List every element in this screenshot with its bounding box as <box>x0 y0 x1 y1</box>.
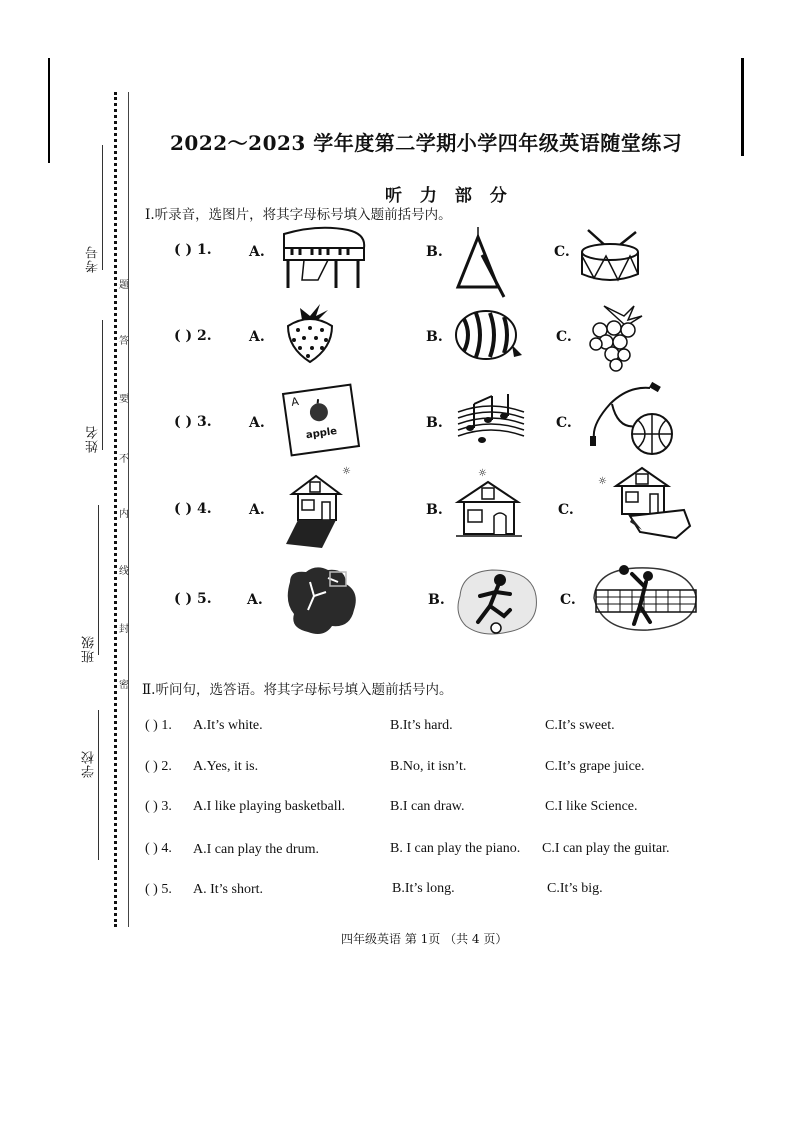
q2-number: ( ) 2. <box>174 328 212 344</box>
card-word: apple <box>305 425 338 442</box>
q3-option-b-label: B. <box>426 415 443 431</box>
s2-q2-number: ( ) 2. <box>145 759 172 774</box>
svg-text:☼: ☼ <box>478 468 487 479</box>
s2-q2-option-c: C.It’s grape juice. <box>545 759 645 774</box>
q4-option-b-label: B. <box>426 502 443 518</box>
seal-char: 线 <box>119 566 129 577</box>
s2-q4-option-b: B. I can play the piano. <box>390 841 521 856</box>
apple-icon <box>305 397 332 424</box>
apple-card-icon <box>282 383 360 456</box>
s2-q3-number: ( ) 3. <box>145 799 172 814</box>
q3-number: ( ) 3. <box>174 414 212 430</box>
q2-option-a-label: A. <box>249 329 265 345</box>
house-sunny-icon <box>452 462 530 544</box>
class-line <box>98 505 99 655</box>
scan-edge-right <box>741 58 744 156</box>
s2-q3-option-c: C.I like Science. <box>545 799 638 814</box>
triangle-instrument-icon <box>452 225 512 301</box>
page-title: 2022～2023 学年度第二学期小学四年级英语随堂练习 <box>170 131 683 155</box>
seal-char: 密 <box>119 680 129 691</box>
s2-q4-option-a: A.I can play the drum. <box>193 842 319 857</box>
s2-q5-option-c: C.It’s big. <box>547 881 603 896</box>
s2-q3-option-b: B.I can draw. <box>390 799 465 814</box>
s2-q4-option-c: C.I can play the guitar. <box>542 841 670 856</box>
strawberry-icon <box>280 298 340 366</box>
section-subtitle: 听 力 部 分 <box>385 186 513 206</box>
s2-q5-number: ( ) 5. <box>145 882 172 897</box>
section2-heading: Ⅱ.听问句，选答语。将其字母标号填入题前括号内。 <box>142 682 453 698</box>
svg-text:☼: ☼ <box>598 476 607 487</box>
name-line <box>102 320 103 450</box>
q4-option-a-label: A. <box>249 502 265 518</box>
s2-q1-option-c: C.It’s sweet. <box>545 718 615 733</box>
s2-q1-option-b: B.It’s hard. <box>390 718 453 733</box>
jump-rope-and-ball-icon <box>588 380 678 458</box>
exam-no-line <box>102 145 103 270</box>
seal-char: 答 <box>119 336 129 347</box>
house-shadow-right-icon <box>596 462 692 544</box>
house-shadow-left-icon <box>282 460 362 550</box>
q1-option-c-label: C. <box>554 244 570 260</box>
q1-number: ( ) 1. <box>174 242 212 258</box>
grapes-icon <box>584 302 646 374</box>
scan-edge-left <box>48 58 50 163</box>
svg-text:☼: ☼ <box>342 466 351 477</box>
volleyball-player-icon <box>588 562 700 634</box>
q5-option-a-label: A. <box>247 592 263 608</box>
drum-icon <box>574 228 646 286</box>
s2-q3-option-a: A.I like playing basketball. <box>193 799 346 814</box>
seal-char: 要 <box>119 394 129 405</box>
q4-number: ( ) 4. <box>174 501 212 517</box>
q1-option-a-label: A. <box>249 244 265 260</box>
side-label-name: 姓名 <box>86 425 101 453</box>
card-letter: A <box>290 394 300 409</box>
seal-char: 内 <box>119 509 129 520</box>
seal-char: 题 <box>119 280 129 291</box>
music-notes-icon <box>456 390 526 448</box>
q5-option-b-label: B. <box>428 592 445 608</box>
side-label-exam-no: 考号 <box>86 245 101 273</box>
s2-q2-option-a: A.Yes, it is. <box>193 759 259 774</box>
q5-number: ( ) 5. <box>174 591 212 607</box>
side-label-school: 学校 <box>82 750 97 778</box>
q2-option-c-label: C. <box>556 329 572 345</box>
seal-char: 不 <box>119 454 129 465</box>
q4-option-c-label: C. <box>558 502 574 518</box>
q3-option-a-label: A. <box>249 415 265 431</box>
section1-heading: Ⅰ.听录音，选图片，将其字母标号填入题前括号内。 <box>145 207 452 223</box>
side-label-class: 班级 <box>82 635 97 663</box>
school-line <box>98 710 99 860</box>
football-player-icon <box>452 566 540 638</box>
watermelon-icon <box>452 305 524 363</box>
s2-q2-option-b: B.No, it isn’t. <box>390 759 467 774</box>
s2-q1-option-a: A.It’s white. <box>193 718 263 733</box>
q5-option-c-label: C. <box>560 592 576 608</box>
ink-blot-sport-icon <box>280 562 360 638</box>
s2-q5-option-a: A. It’s short. <box>193 882 263 897</box>
page-footer: 四年级英语 第 1页 （共 4 页） <box>341 932 508 946</box>
q1-option-b-label: B. <box>426 244 443 260</box>
s2-q1-number: ( ) 1. <box>145 718 172 733</box>
piano-icon <box>278 222 370 294</box>
s2-q5-option-b: B.It’s long. <box>392 881 455 896</box>
s2-q4-number: ( ) 4. <box>145 841 172 856</box>
q2-option-b-label: B. <box>426 329 443 345</box>
q3-option-c-label: C. <box>556 415 572 431</box>
seal-char: 封 <box>119 624 129 635</box>
